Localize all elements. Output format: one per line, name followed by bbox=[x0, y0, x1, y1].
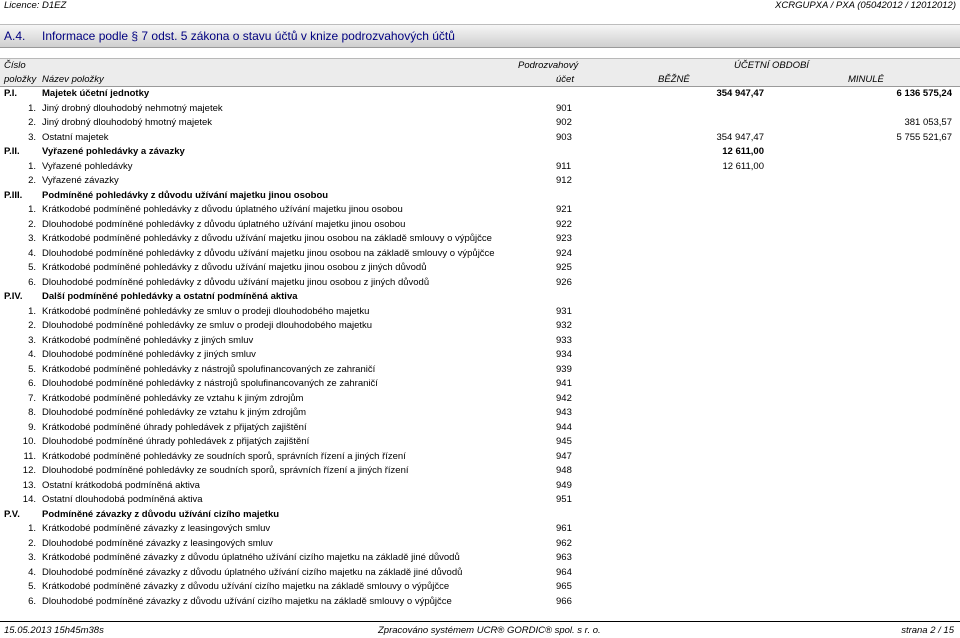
item-name: Dlouhodobé podmíněné pohledávky z důvodu užívání majetku jinou osobou z jiných důvodů bbox=[42, 276, 430, 288]
section-title: Informace podle § 7 odst. 5 zákona o stavu účtů v knize podrozvahových účtů bbox=[42, 29, 455, 43]
item-previous-value: 5 755 521,67 bbox=[896, 131, 952, 143]
item-index: 14. bbox=[22, 494, 36, 505]
item-account: 965 bbox=[556, 581, 572, 592]
item-index: 1. bbox=[28, 204, 36, 215]
item-name: Podmíněné pohledávky z důvodu užívání majetku jinou osobou bbox=[42, 189, 329, 201]
item-index: 4. bbox=[28, 566, 36, 578]
item-account: 921 bbox=[556, 204, 572, 215]
item-account: 945 bbox=[556, 436, 572, 447]
table-row bbox=[0, 580, 960, 595]
table-row bbox=[0, 464, 960, 479]
table-row bbox=[0, 537, 960, 552]
item-index: 1. bbox=[28, 102, 36, 114]
top-bar bbox=[0, 0, 960, 13]
table-row bbox=[0, 435, 960, 450]
item-account: 947 bbox=[556, 450, 572, 462]
item-name: Krátkodobé podmíněné pohledávky z nástrojů spolufinancovaných ze zahraničí bbox=[42, 363, 376, 375]
item-index: 6. bbox=[28, 378, 36, 389]
item-name: Jiný drobný dlouhodobý hmotný majetek bbox=[42, 117, 213, 128]
item-account: 922 bbox=[556, 218, 572, 230]
item-name: Dlouhodobé podmíněné závazky z leasingových smluv bbox=[42, 537, 273, 549]
item-account: 923 bbox=[556, 233, 572, 244]
item-name: Další podmíněné pohledávky a ostatní podmíněná aktiva bbox=[42, 291, 298, 302]
item-account: 934 bbox=[556, 349, 572, 360]
item-index: 8. bbox=[28, 407, 36, 418]
item-name: Krátkodobé podmíněné pohledávky z důvodu užívání majetku jinou osobou z jiných důvodů bbox=[42, 262, 427, 273]
column-header bbox=[0, 58, 960, 87]
section-header bbox=[0, 24, 960, 48]
item-account: 932 bbox=[556, 320, 572, 331]
col-minule: MINULÉ bbox=[848, 74, 884, 85]
report-id-label: XCRGUPXA / PXA (05042012 / 12012012) bbox=[775, 0, 956, 11]
item-account: 903 bbox=[556, 131, 572, 143]
item-account: 951 bbox=[556, 494, 572, 505]
page-number: strana 2 / 15 bbox=[901, 625, 954, 636]
item-name: Krátkodobé podmíněné závazky z leasingových smluv bbox=[42, 523, 271, 534]
item-code: P.IV. bbox=[4, 291, 23, 302]
table-row bbox=[0, 334, 960, 349]
table-row bbox=[0, 261, 960, 276]
item-account: 925 bbox=[556, 262, 572, 273]
table-row bbox=[0, 493, 960, 508]
item-index: 1. bbox=[28, 160, 36, 172]
item-account: 902 bbox=[556, 117, 572, 128]
item-account: 948 bbox=[556, 465, 572, 476]
item-account: 944 bbox=[556, 421, 572, 433]
item-name: Krátkodobé podmíněné závazky z důvodu úplatného užívání cizího majetku na základě jiné důvodů bbox=[42, 552, 460, 563]
item-account: 943 bbox=[556, 407, 572, 418]
item-index: 6. bbox=[28, 595, 36, 607]
item-account: 901 bbox=[556, 102, 572, 114]
table-row bbox=[0, 160, 960, 175]
item-name: Vyřazené pohledávky bbox=[42, 160, 133, 172]
table-row bbox=[0, 479, 960, 494]
table-row bbox=[0, 319, 960, 334]
col-nazev: Název položky bbox=[42, 74, 104, 85]
item-name: Krátkodobé podmíněné pohledávky z důvodu užívání majetku jinou osobou na základě smlouvy o výpůjčce bbox=[42, 233, 492, 244]
item-name: Ostatní majetek bbox=[42, 131, 109, 143]
item-account: 939 bbox=[556, 363, 572, 375]
item-code: P.I. bbox=[4, 88, 18, 99]
col-cislo: Číslo bbox=[4, 60, 26, 71]
item-index: 13. bbox=[22, 479, 36, 491]
col-obdobi: ÚČETNÍ OBDOBÍ bbox=[734, 60, 809, 71]
item-index: 10. bbox=[22, 436, 36, 447]
table-row bbox=[0, 566, 960, 581]
item-name: Majetek účetní jednotky bbox=[42, 88, 150, 99]
item-account: 912 bbox=[556, 175, 572, 186]
item-account: 963 bbox=[556, 552, 572, 563]
item-account: 941 bbox=[556, 378, 572, 389]
item-index: 2. bbox=[28, 175, 36, 186]
table-row bbox=[0, 232, 960, 247]
col-bezne: BĚŽNÉ bbox=[658, 74, 690, 85]
item-name: Krátkodobé podmíněné úhrady pohledávek z přijatých zajištění bbox=[42, 421, 307, 433]
table-row bbox=[0, 276, 960, 291]
item-name: Ostatní dlouhodobá podmíněná aktiva bbox=[42, 494, 203, 505]
timestamp: 15.05.2013 15h45m38s bbox=[4, 625, 104, 636]
item-index: 3. bbox=[28, 131, 36, 143]
item-name: Dlouhodobé podmíněné pohledávky ze vztahu k jiným zdrojům bbox=[42, 407, 307, 418]
table-row bbox=[0, 450, 960, 465]
item-account: 926 bbox=[556, 276, 572, 288]
table-row bbox=[0, 218, 960, 233]
item-account: 966 bbox=[556, 595, 572, 607]
item-name: Dlouhodobé podmíněné závazky z důvodu užívání cizího majetku na základě smlouvy o výpůjčce bbox=[42, 595, 452, 607]
item-index: 2. bbox=[28, 537, 36, 549]
item-account: 942 bbox=[556, 392, 572, 404]
table-row bbox=[0, 247, 960, 262]
col-polozky: položky bbox=[4, 74, 37, 85]
table-row bbox=[0, 290, 960, 305]
table-row bbox=[0, 102, 960, 117]
table-row bbox=[0, 348, 960, 363]
item-previous-value: 381 053,57 bbox=[904, 117, 952, 128]
col-podrozvahovy: Podrozvahový bbox=[518, 60, 579, 71]
table-row bbox=[0, 551, 960, 566]
footer bbox=[0, 621, 960, 638]
item-account: 933 bbox=[556, 334, 572, 346]
table-row bbox=[0, 508, 960, 523]
table-row bbox=[0, 131, 960, 146]
item-account: 931 bbox=[556, 305, 572, 317]
item-code: P.II. bbox=[4, 146, 20, 157]
licence-label: Licence: D1EZ bbox=[4, 0, 67, 11]
item-name: Krátkodobé podmíněné pohledávky z důvodu úplatného užívání majetku jinou osobou bbox=[42, 204, 403, 215]
item-index: 5. bbox=[28, 581, 36, 592]
item-name: Dlouhodobé podmíněné pohledávky z důvodu úplatného užívání majetku jinou osobou bbox=[42, 218, 406, 230]
item-code: P.III. bbox=[4, 189, 23, 201]
item-previous-value: 6 136 575,24 bbox=[896, 88, 952, 99]
section-number: A.4. bbox=[4, 29, 26, 43]
item-current-value: 12 611,00 bbox=[722, 146, 764, 157]
item-index: 1. bbox=[28, 523, 36, 534]
item-name: Ostatní krátkodobá podmíněná aktiva bbox=[42, 479, 200, 491]
item-name: Podmíněné závazky z důvodu užívání cizího majetku bbox=[42, 508, 280, 520]
processed-by: Zpracováno systémem UCR® GORDIC® spol. s r. o. bbox=[378, 625, 601, 636]
table-row bbox=[0, 377, 960, 392]
item-index: 6. bbox=[28, 276, 36, 288]
table-row bbox=[0, 392, 960, 407]
table-row bbox=[0, 87, 960, 102]
table-row bbox=[0, 203, 960, 218]
item-index: 11. bbox=[23, 450, 36, 462]
table-row bbox=[0, 406, 960, 421]
item-code: P.V. bbox=[4, 508, 20, 520]
item-current-value: 354 947,47 bbox=[716, 131, 764, 143]
item-name: Vyřazené pohledávky a závazky bbox=[42, 146, 185, 157]
item-index: 5. bbox=[28, 363, 36, 375]
item-account: 924 bbox=[556, 247, 572, 259]
item-index: 2. bbox=[28, 218, 36, 230]
item-name: Dlouhodobé podmíněné pohledávky ze soudních sporů, správních řízení a jiných řízení bbox=[42, 465, 409, 476]
table-row bbox=[0, 421, 960, 436]
item-name: Krátkodobé podmíněné pohledávky ze vztahu k jiným zdrojům bbox=[42, 392, 304, 404]
item-name: Krátkodobé podmíněné pohledávky ze smluv o prodeji dlouhodobého majetku bbox=[42, 305, 370, 317]
item-name: Dlouhodobé podmíněné pohledávky ze smluv o prodeji dlouhodobého majetku bbox=[42, 320, 373, 331]
item-index: 5. bbox=[28, 262, 36, 273]
item-name: Jiný drobný dlouhodobý nehmotný majetek bbox=[42, 102, 223, 114]
table-row bbox=[0, 145, 960, 160]
table-row bbox=[0, 305, 960, 320]
item-name: Dlouhodobé podmíněné úhrady pohledávek z přijatých zajištění bbox=[42, 436, 310, 447]
item-name: Vyřazené závazky bbox=[42, 175, 119, 186]
item-index: 7. bbox=[28, 392, 36, 404]
items-table bbox=[0, 87, 960, 609]
item-name: Krátkodobé podmíněné pohledávky ze soudních sporů, správních řízení a jiných řízení bbox=[42, 450, 406, 462]
item-name: Krátkodobé podmíněné pohledávky z jiných smluv bbox=[42, 334, 254, 346]
item-account: 964 bbox=[556, 566, 572, 578]
item-index: 3. bbox=[28, 334, 36, 346]
item-account: 911 bbox=[556, 160, 572, 172]
table-row bbox=[0, 363, 960, 378]
item-account: 949 bbox=[556, 479, 572, 491]
item-index: 12. bbox=[22, 465, 36, 476]
item-account: 962 bbox=[556, 537, 572, 549]
item-name: Dlouhodobé podmíněné pohledávky z jiných smluv bbox=[42, 349, 256, 360]
item-name: Dlouhodobé podmíněné pohledávky z důvodu užívání majetku jinou osobou na základě smlouvy o výpůjčce bbox=[42, 247, 495, 259]
item-index: 2. bbox=[28, 320, 36, 331]
item-index: 3. bbox=[28, 233, 36, 244]
table-row bbox=[0, 189, 960, 204]
table-row bbox=[0, 522, 960, 537]
item-name: Krátkodobé podmíněné závazky z důvodu užívání cizího majetku na základě smlouvy o výpůjčce bbox=[42, 581, 450, 592]
table-row bbox=[0, 116, 960, 131]
item-index: 9. bbox=[28, 421, 36, 433]
table-row bbox=[0, 595, 960, 610]
table-row bbox=[0, 174, 960, 189]
col-ucet: účet bbox=[556, 74, 574, 85]
item-index: 3. bbox=[28, 552, 36, 563]
item-index: 4. bbox=[28, 349, 36, 360]
item-name: Dlouhodobé podmíněné pohledávky z nástrojů spolufinancovaných ze zahraničí bbox=[42, 378, 378, 389]
item-current-value: 12 611,00 bbox=[722, 160, 764, 172]
item-index: 1. bbox=[28, 305, 36, 317]
item-name: Dlouhodobé podmíněné závazky z důvodu úplatného užívání cizího majetku na základě jiné důvodů bbox=[42, 566, 463, 578]
item-index: 4. bbox=[28, 247, 36, 259]
item-account: 961 bbox=[556, 523, 572, 534]
item-current-value: 354 947,47 bbox=[716, 88, 764, 99]
item-index: 2. bbox=[28, 117, 36, 128]
